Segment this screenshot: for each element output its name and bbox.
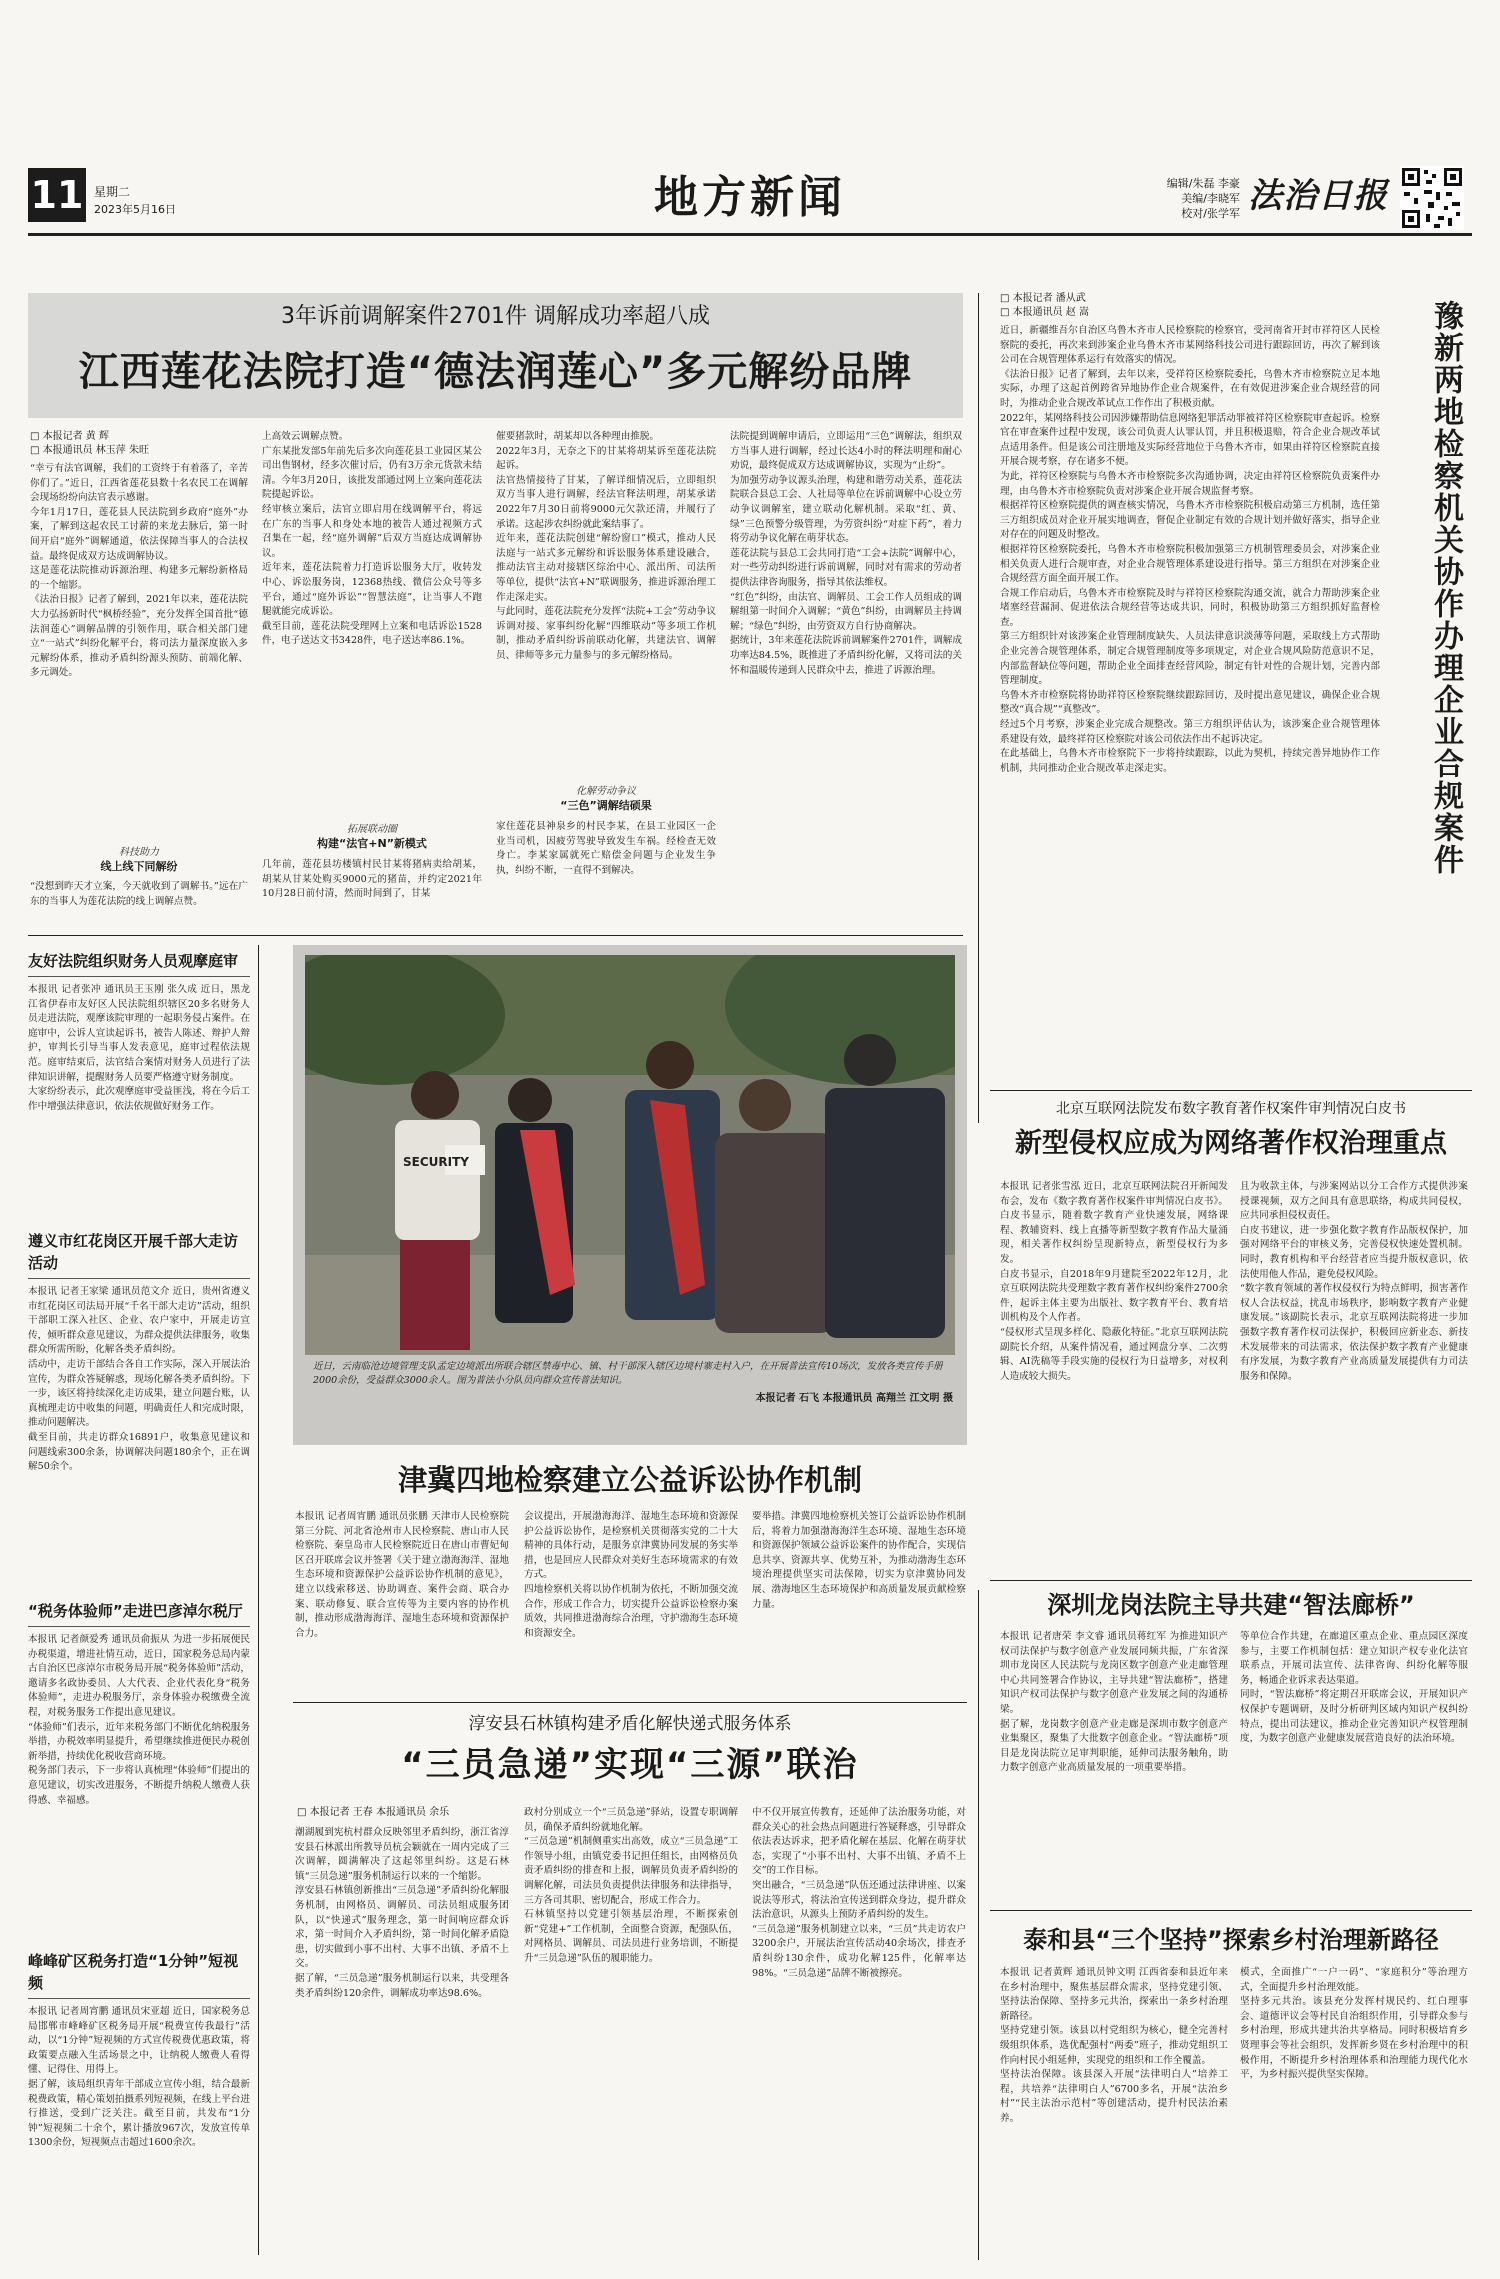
brief-3 [28,1600,250,1940]
chunan-kicker: 淳安县石林镇构建矛盾化解快递式服务体系 [468,1714,792,1734]
chunan-col2: 政村分别成立一个“三员急递”驿站，设置专职调解员，确保矛盾纠纷就地化解。 “三员急递”机制侧重实出高效，成立“三员急递”工作领导小组，由镇党委书记担任组长，由网格员负责矛盾纠纷的排查和上报，调解员负责矛盾纠纷的调解化解，司法员负责提供法律服务和法律指导，三方各司其职、密切配合，形成工作合力。 石林镇坚持以党建引领基层治理，不断探索创新“党建+”工作机制，全面整合资源，配强队伍，对网格员、调解员、司法员进行业务培训，不断提升“三员急递”队伍的履职能力。 [524,1807,738,1964]
jinji-bottom-rule [293,1702,967,1703]
brief-1 [28,950,250,1220]
chunan-col1: 潮湖履到宪杭村群众反映邻里矛盾纠纷，浙江省淳安县石林派出所教导员杭会颖就在一周内完成了三次调解，圆满解决了这起邻里纠纷。这是石林镇“三员急递”服务机制运行以来的一个缩影。 淳安县石林镇创新推出“三员急递”矛盾纠纷化解服务机制，由网格员、调解员、司法员组成服务团队，以“快递式”服务理念，第一时间响应群众诉求，第一时间介入矛盾纠纷，第一时间化解矛盾隐患，切实做到小事不出村、大事不出镇、矛盾不上交。 据了解，“三员急递”服务机制运行以来，共受理各类矛盾纠纷120余件，调解成功率达98.6%。 [295,1827,509,1999]
jinji-col3: 要举措。津冀四地检察机关签订公益诉讼协作机制后，将着力加强渤海海洋生态环境、湿地生态环境和资源保护领域公益诉讼案件的协作配合，实现信息共享、资源共享、优势互补，为推动渤海生态环境治理提供坚实司法保障，切实为京津冀协同发展、渤海地区生态环境保护和高质量发展贡献检察力量。 [752,1511,966,1610]
lead-col3b: 家住莲花县神泉乡的村民李某，在县工业园区一企业当司机，因疲劳驾驶导致发生车祸。经检查无效身亡。李某家属就死亡赔偿金问题与企业发生争执，纠纷不断，一直得不到解决。 [496,821,716,876]
masthead-rule [28,233,1472,236]
byline-line: □ 本报通讯员 林玉萍 朱旺 [30,445,149,456]
lead-col3-subhead: “三色”调解结硕果 [560,799,652,812]
lead-col2b: 几年前，莲花县坊楼镇村民甘某将猪病卖给胡某，胡某从甘某处购买9000元的猪苗，并约定2021年10月28日前付清，然而时间到了，甘某 [262,859,482,900]
lead-bottom-rule [28,935,963,936]
editor-line: 美编/李晓军 [1181,192,1240,205]
issue-date: 2023年5月16日 [94,203,176,216]
brief-text: 本报讯 记者周宵鹏 通讯员宋亚超 近日，国家税务总局邯郸市峰峰矿区税务局开展“税费宣传我最行”活动，以“1分钟”短视频的方式宣传税费优惠政策，将政策要点融入生活场景之中，让纳税人缴费人看得懂、记得住、用得上。 据了解，该局组织青年干部成立宣传小组，结合最新税费政策，精心策划拍摄系列短视频，在线上平台进行推送，受到广泛关注。截至目前，共发布“1分钟”短视频二十余个，累计播放967次，发放宣传单1300余份，短视频点击超过1600余次。 [28,2006,250,2149]
copyright-col2: 且为收款主体，与涉案网站以分工合作方式提供涉案授课视频，双方之间具有意思联络，构成共同侵权，应共同承担侵权责任。 白皮书建议，进一步强化数字教育作品版权保护，加强对网络平台的审核义务，完善侵权快速处置机制。同时，教育机构和平台经营者应当提升版权意识，依法使用他人作品，避免侵权风险。 “数字教育领域的著作权侵权行为特点鲜明，损害著作权人合法权益，扰乱市场秩序，影响数字教育产业健康发展。”该副院长表示，北京互联网法院将进一步加强数字教育著作权司法保护，积极回应新业态、新技术发展带来的司法需求，依法保护数字教育产业健康有序发展，为数字教育产业高质量发展提供有力司法服务和保障。 [1240,1181,1468,1382]
brief-headline: 遵义市红花岗区开展千部大走访活动 [28,1230,250,1279]
brief-text: 本报讯 记者王家梁 通讯员范文介 近日，贵州省遵义市红花岗区司法局开展“千名干部大走访”活动，组织干部职工深入社区、企业、农户家中，开展走访宣传，倾听群众意见建议，为群众提供法律服务，收集群众所需所盼，化解各类矛盾纠纷。 活动中，走访干部结合各自工作实际，深入开展法治宣传，为群众答疑解惑，现场化解各类矛盾纠纷。下一步，该区将持续深化走访成果，建立问题台账，认真梳理走访中收集的问题，明确责任人和完成时限，推动问题解决。 截至目前，共走访群众16891户，收集意见建议和问题线索300余条，协调解决问题180余个，正在调解50余个。 [28,1286,250,1473]
paper-logo: 法治日报 [1248,176,1388,216]
lead-headline: 江西莲花法院打造“德法润莲心”多元解纷品牌 [78,349,913,395]
taihe-col1: 本报讯 记者黄辉 通讯员钟文明 江西省泰和县近年来在乡村治理中，聚焦基层群众需求，坚持党建引领、坚持法治保障、坚持多元共治，探索出一条乡村治理新路径。 坚持党建引领。该县以村党组织为核心，健全完善村级组织体系，选优配强村“两委”班子，推动党组织工作向村民小组延伸，实现党的组织和工作全覆盖。 坚持法治保障。该县深入开展“法律明白人”培养工程，共培养“法律明白人”6700多名，开展“法治乡村”“民主法治示范村”等创建活动，提升村民法治素养。 [1000,1967,1228,2124]
lead-col4: 法院提到调解申请后，立即运用“三色”调解法，组织双方当事人进行调解，经过长达4小时的释法明理和耐心劝说，最终促成双方达成调解协议，实现为“止纷”。 为加强劳动争议源头治理，构建和谐劳动关系，莲花法院联合县总工会、人社局等单位在诉前调解中心设立劳动争议调解室，建立联动化解机制。采取“红、黄、绿”三色预警分级管理，为劳资纠纷“对症下药”，着力将劳动争议化解在萌芽状态。 莲花法院与县总工会共同打造“工会+法院”调解中心，对一些劳动纠纷进行诉前调解，同时对有需求的劳动者提供法律咨询服务，指导其依法维权。 “红色”纠纷，由法官、调解员、工会工作人员组成的调解组第一时间介入调解；“黄色”纠纷，由调解员主持调解；“绿色”纠纷，由劳资双方自行协商解决。 据统计，3年来莲花法院诉前调解案件2701件，调解成功率达84.5%，既推进了矛盾纠纷化解，又将司法的关怀和温暖传递到人民群众中去，推进了诉源治理。 [730,431,962,676]
lead-col1-subhead: 线上线下同解纷 [100,860,178,873]
jinji-headline: 津冀四地检察建立公益诉讼协作机制 [397,1463,862,1497]
qr-code-icon[interactable] [1400,166,1464,230]
lead-col1-subkicker: 科技助力 [119,847,159,858]
brief-headline: 峰峰矿区税务打造“1分钟”短视频 [28,1950,250,1999]
chunan-byline: □ 本报记者 王春 本报通讯员 余乐 [297,1807,450,1818]
lead-kicker: 3年诉前调解案件2701件 调解成功率超八成 [281,304,710,329]
brief-2 [28,1230,250,1590]
lead-col2-subhead: 构建“法官+N”新模式 [317,837,427,850]
photo-caption: 近日，云南临沧边境管理支队孟定边境派出所联合辖区禁毒中心、镇、村干部深入辖区边境村寨走村入户，在开展普法宣传10场次，发放各类宣传手册2000余份，受益群众3000余人。图为普法小分队员向群众宣传普法知识。 [313,1361,943,1386]
right-col-divider-lower [978,1590,979,2260]
lead-byline [30,430,250,458]
brief-4 [28,1950,250,2260]
brief-headline: 友好法院组织财务人员观摩庭审 [28,950,250,977]
chunan-col3: 中不仅开展宣传教育，还延伸了法治服务功能，对群众关心的社会热点问题进行答疑释惑，引导群众依法表达诉求，把矛盾化解在基层、化解在萌芽状态，实现了“小事不出村、大事不出镇、矛盾不上交”的工作目标。 突出融合，“三员急递”队伍还通过法律讲座、以案说法等形式，将法治宣传送到群众身边，提升群众法治意识，从源头上预防矛盾纠纷的发生。 “三员急递”服务机制建立以来，“三员”共走访农户3200余户，开展法治宣传活动40余场次，排查矛盾纠纷130余件，成功化解125件，化解率达98%。“三员急递”品牌不断被擦亮。 [752,1807,966,1979]
right-top-text: 近日，新疆维吾尔自治区乌鲁木齐市人民检察院的检察官，受河南省开封市祥符区人民检察院的委托，再次来到涉案企业乌鲁木齐市某网络科技公司进行跟踪回访，再次了解到该公司在合规管理体系运行有效落实的情况。 《法治日报》记者了解到，去年以来，受祥符区检察院委托，乌鲁木齐市检察院立足本地实际，办理了这起首例跨省异地协作企业合规案件，在有效促进涉案企业合规经营的同时，为推动企业合规改革试点工作作出了积极贡献。 2022年，某网络科技公司因涉嫌帮助信息网络犯罪活动罪被祥符区检察院审查起诉。检察官在审查案件过程中发现，该公司负责人认罪认罚，并且积极退赔，符合企业合规改革试点适用条件。但是该公司注册地及实际经营地位于乌鲁木齐市，如果由祥符区检察院直接开展合规考察，存在诸多不便。 为此，祥符区检察院与乌鲁木齐市检察院多次沟通协调，决定由祥符区检察院负责案件办理，由乌鲁木齐市检察院负责对涉案企业开展合规监督考察。 根据祥符区检察院提供的调查核实情况，乌鲁木齐市检察院积极启动第三方机制，选任第三方组织成员对企业开展实地调查，督促企业制定有效的合规计划并做好落实，指导企业对存在的问题及时整改。 根据祥符区检察院委托，乌鲁木齐市检察院积极加强第三方机制管理委员会，对涉案企业相关负责人进行合规审查，对企业合规管理体系建设进行指导。第三方组织在对涉案企业合规经营方面全面开展工作。 合规工作启动后，乌鲁木齐市检察院及时与祥符区检察院沟通交流，就合力帮助涉案企业堵塞经营漏洞、促进依法合规经营等达成共识，同时，积极协助第三方组织抓好监督检查。 第三方组织针对该涉案企业管理制度缺失、人员法律意识淡薄等问题，采取线上方式帮助企业完善合规管理体系，制定合规管理制度等多项规定，对企业合规风险防范意识不足，内部监督缺位等问题，帮助企业全面排查经营风险，制定有针对性的合规计划，完善内部管理制度。 乌鲁木齐市检察院将协助祥符区检察院继续跟踪回访，及时提出意见建议，确保企业合规整改“真合规”“真整改”。 经过5个月考察，涉案企业完成合规整改。第三方组织评估认为，该涉案企业合规管理体系建设有效，最终祥符区检察院对该公司依法作出不起诉决定。 在此基础上，乌鲁木齐市检察院下一步将持续跟踪，以此为契机，持续完善异地协作工作机制，共同推动企业合规改革走深走实。 [1000,325,1380,774]
shenzhen-col2: 等单位合作共建，在廊道区重点企业、重点园区深度参与，主要工作机制包括：建立知识产权专业化法官联系点，开展司法宣传、法律咨询、纠纷化解等服务，畅通企业诉求表达渠道。 同时，“智法廊桥”将定期召开联席会议，开展知识产权保护专题调研，及时分析研判区域内知识产权纠纷特点，提出司法建议，推动企业完善知识产权管理制度，为数字创意产业健康发展营造良好的法治环境。 [1240,1631,1468,1745]
brief-text: 本报讯 记者颜爱秀 通讯员俞振从 为进一步拓展便民办税渠道，增进社情互动，近日，国家税务总局内蒙古自治区巴彦淖尔市税务局开展“税务体验师”活动，邀请多名政协委员、人大代表、企业代表化身“税务体验师”，走进办税服务厅，亲身体验办税缴费全流程，对税务服务工作提出意见建议。 “体验师”们表示，近年来税务部门不断优化纳税服务举措，办税效率明显提升，希望继续推进便民办税创新举措，持续优化税收营商环境。 税务部门表示，下一步将认真梳理“体验师”们提出的意见建议，切实改进服务，不断提升纳税人缴费人获得感、幸福感。 [28,1634,250,1806]
editor-line: 编辑/朱磊 李豪 [1166,177,1240,190]
masthead [0,0,1500,223]
weekday: 星期二 [94,185,131,199]
lead-col1: “幸亏有法官调解，我们的工资终于有着落了，辛苦你们了。”近日，江西省莲花县数十名农民工在调解会现场纷纷向法官表示感谢。 今年1月17日，莲花县人民法院到乡政府“庭外”办案，了解到这起农民工讨薪的来龙去脉后，第一时间开启“庭外”调解通道，依法保障当事人的合法权益。最终促成双方达成调解协议。 这是莲花法院推动诉源治理、构建多元解纷新格局的一个缩影。 《法治日报》记者了解到，2021年以来，莲花法院大力弘扬新时代“枫桥经验”，充分发挥全国首批“德法润莲心”调解品牌的引领作用，联合相关部门建立“一站式”纠纷化解平台，将司法力量深度嵌入多元解纷体系，推动矛盾纠纷源头预防、前端化解、多元调处。 [30,463,248,679]
shenzhen-col1: 本报讯 记者唐荣 李文睿 通讯员蒋红军 为推进知识产权司法保护与数字创意产业发展同频共振，广东省深圳市龙岗区人民法院与龙岗区数字创意产业走廊管理中心共同签署合作协议，主导共建“智法廊桥”，搭建知识产权司法保护与数字创意产业发展之间的沟通桥梁。 据了解，龙岗数字创意产业走廊是深圳市数字创意产业集聚区，聚集了大批数字创意企业。“智法廊桥”项目是龙岗法院立足审判职能，延伸司法服务触角，助力数字创意产业高质量发展的一项重要举措。 [1000,1631,1228,1774]
lead-col2-subkicker: 拓展联动圈 [347,824,397,835]
right-col-divider [978,293,979,1123]
byline-line: □ 本报通讯员 赵 嵩 [1000,307,1089,318]
photo-shirt-text: SECURITY [403,1155,469,1169]
lead-col1b: “没想到昨天才立案，今天就收到了调解书。”远在广东的当事人为莲花法院的线上调解点赞。 [30,881,248,907]
editor-line: 校对/张学军 [1181,207,1240,220]
editor-credits [1120,176,1240,221]
byline-line: □ 本报记者 潘从武 [1000,293,1086,304]
lead-col3: 催要猪款时，胡某却以各种理由推脱。 2022年3月，无奈之下的甘某将胡某诉至莲花法院起诉。 法官热情接待了甘某，了解详细情况后，立即组织双方当事人进行调解，经法官释法明理，胡某承诺2022年7月30日前将9000元欠款还清，并履行了承诺。这起涉农纠纷就此案结事了。 近年来，莲花法院创建“解纷窗口”模式，推动人民法庭与一站式多元解纷和诉讼服务体系建设融合，推动法官主动对接辖区综治中心、派出所、司法所等单位，提供“法官+N”联调服务，推进诉源治理工作走深走实。 与此同时，莲花法院充分发挥“法院+工会”劳动争议诉调对接、家事纠纷化解“四维联动”等多项工作机制，推动矛盾纠纷诉前联动化解，共建法官、调解员、律师等多元力量参与的多元解纷格局。 [496,431,716,661]
right-top-bottom-rule [990,1090,1472,1091]
jinji-col2: 会议提出，开展渤海海洋、湿地生态环境和资源保护公益诉讼协作，是检察机关贯彻落实党的二十大精神的具体行动，是服务京津冀协同发展的务实举措，也是回应人民群众对美好生态环境需求的有效方式。 四地检察机关将以协作机制为依托，不断加强交流合作，形成工作合力，切实提升公益诉讼检察办案质效，共同推进渤海综合治理，守护渤海生态环境和资源安全。 [524,1511,738,1639]
copyright-bottom-rule [990,1580,1472,1581]
brief-headline: “税务体验师”走进巴彦淖尔税厅 [28,1600,250,1627]
left-col-divider [258,945,259,2255]
page-number: 11 [30,173,84,217]
byline-line: □ 本报记者 黄 辉 [30,431,109,442]
taihe-headline: 泰和县“三个坚持”探索乡村治理新路径 [1023,1926,1439,1954]
shenzhen-headline: 深圳龙岗法院主导共建“智法廊桥” [1047,1591,1415,1619]
photo-credit: 本报记者 石飞 本报通讯员 高翔兰 江文明 摄 [755,1393,953,1404]
brief-text: 本报讯 记者张冲 通讯员王玉刚 张久成 近日，黑龙江省伊春市友好区人民法院组织辖区20多名财务人员走进法院，观摩该院审理的一起职务侵占案件。在庭审中，公诉人宣读起诉书，被告人陈述、辩护人辩护，审判长引导当事人发表意见，庭审过程依法规范。庭审结束后，法官结合案情对财务人员进行了法律知识讲解，提醒财务人员要严格遵守财务制度。 大家纷纷表示，此次观摩庭审受益匪浅，将在今后工作中增强法律意识，依法依规做好财务工作。 [28,984,250,1112]
right-top-byline [1000,292,1200,320]
taihe-col2: 模式，全面推广“一户一码”、“家庭积分”等治理方式，全面提升乡村治理效能。 坚持多元共治。该县充分发挥村规民约、红白理事会、道德评议会等村民自治组织作用，引导群众参与乡村治理，形成共建共治共享格局。同时积极培育乡贤理事会等社会组织，发挥新乡贤在乡村治理中的积极作用，不断提升乡村治理体系和治理能力现代化水平，为乡村振兴提供坚实保障。 [1240,1967,1468,2081]
section-title: 地方新闻 [654,172,846,223]
copyright-kicker: 北京互联网法院发布数字教育著作权案件审判情况白皮书 [1056,1101,1406,1117]
copyright-headline: 新型侵权应成为网络著作权治理重点 [1015,1128,1447,1159]
news-photo [305,955,955,1355]
right-top-vertical-title: 豫新两地检察机关协作办理企业合规案件 [1428,300,1463,876]
copyright-col1: 本报讯 记者张雪泓 近日，北京互联网法院召开新闻发布会，发布《数字教育著作权案件审判情况白皮书》。白皮书显示，随着数字教育产业快速发展，网络课程、教辅资料、线上直播等新型数字教育作品大量涌现，相关著作权纠纷呈现新特点，新型侵权行为多发。 白皮书显示，自2018年9月建院至2022年12月，北京互联网法院共受理数字教育著作权纠纷案件2700余件，起诉主体主要为出版社、数字教育平台、教育培训机构及个人作者。 “侵权形式呈现多样化、隐蔽化特征。”北京互联网法院副院长介绍，从案件情况看，通过网盘分享、二次剪辑、AI洗稿等手段实施的侵权行为日益增多，对权利人造成较大损失。 [1000,1181,1228,1382]
lead-col2: 上高效云调解点赞。 广东某批发部5年前先后多次向莲花县工业园区某公司出售钢材，经多次催讨后，仍有3万余元货款未结清。今年3月20日，该批发部通过网上立案向莲花法院提起诉讼。 经审核立案后，法官立即启用在线调解平台，将远在广东的当事人和身处本地的被告人通过视频方式召集在一起，经“庭外调解”后双方当庭达成调解协议。 近年来，莲花法院着力打造诉讼服务大厅，收转发中心、诉讼服务岗，12368热线、微信公众号等多平台，通过“庭外诉讼”“智慧法庭”，让当事人不跑腿就能完成诉讼。 截至目前，莲花法院受理网上立案和电话诉讼1528件，电子送达文书3428件，电子送达率86.1%。 [262,431,482,647]
shenzhen-bottom-rule [990,1910,1472,1911]
lead-col3-subkicker: 化解劳动争议 [576,786,636,797]
jinji-col1: 本报讯 记者周宵鹏 通讯员张鹏 天津市人民检察院第三分院、河北省沧州市人民检察院、唐山市人民检察院、秦皇岛市人民检察院近日在唐山市曹妃甸区召开联席会议并签署《关于建立渤海海洋、湿地生态环境和资源保护公益诉讼协作机制的意见》，建立以线索移送、协助调查、案件会商、联合办案、联动修复、联合宣传等为主要内容的协作机制，推动形成渤海海洋、湿地生态环境和资源保护合力。 [295,1511,509,1639]
chunan-headline: “三员急递”实现“三源”联治 [401,1745,859,1785]
